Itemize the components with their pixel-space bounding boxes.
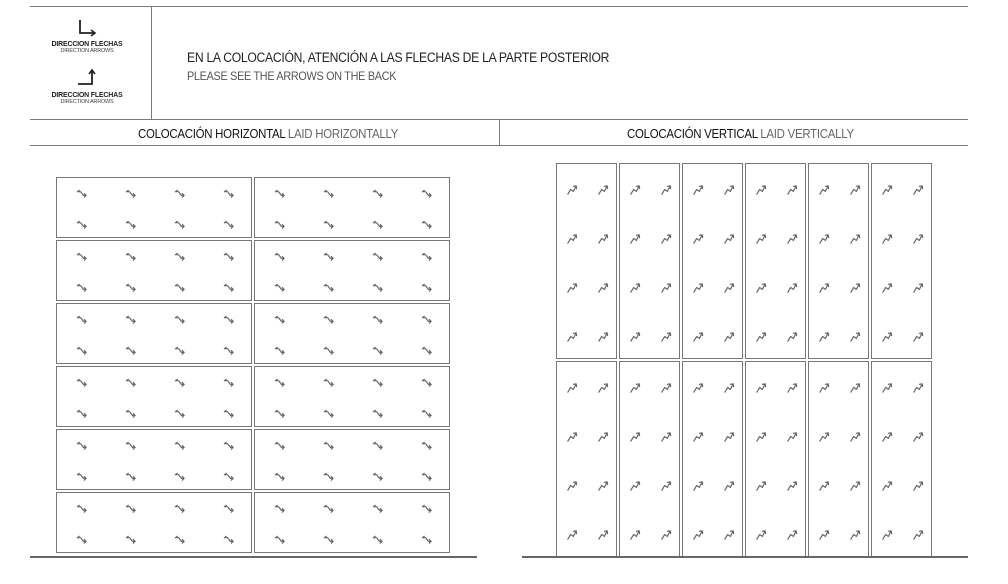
direction-arrow-icon <box>629 479 641 491</box>
direction-arrow-icon <box>723 281 735 293</box>
note-spanish: EN LA COLOCACIÓN, ATENCIÓN A LAS FLECHAS DE LA PARTE POSTERIOR <box>187 50 610 65</box>
direction-arrow-icon <box>223 502 235 514</box>
direction-arrow-icon <box>174 407 186 419</box>
direction-arrow-icon <box>421 470 433 482</box>
direction-arrow-icon <box>818 381 830 393</box>
direction-arrow-icon <box>174 439 186 451</box>
direction-arrow-icon <box>849 479 861 491</box>
direction-arrow-icon <box>323 250 335 262</box>
direction-arrow-icon <box>723 430 735 442</box>
direction-arrow-icon <box>274 533 286 545</box>
direction-arrow-icon <box>660 528 672 540</box>
direction-arrow-icon <box>125 470 137 482</box>
direction-arrow-icon <box>421 502 433 514</box>
direction-arrow-icon <box>421 218 433 230</box>
tile <box>619 361 680 557</box>
direction-arrow-icon <box>372 533 384 545</box>
legend-divider <box>151 6 152 119</box>
direction-arrow-icon <box>566 479 578 491</box>
legend-vertical <box>27 92 147 106</box>
direction-arrow-icon <box>660 479 672 491</box>
direction-arrow-icon <box>660 330 672 342</box>
direction-arrow-icon <box>692 330 704 342</box>
direction-arrow-icon <box>323 470 335 482</box>
direction-arrow-icon <box>174 281 186 293</box>
tile <box>745 361 806 557</box>
direction-arrow-icon <box>76 502 88 514</box>
tile <box>56 177 252 238</box>
tile <box>556 361 617 557</box>
direction-arrow-icon <box>125 502 137 514</box>
direction-arrow-icon <box>629 430 641 442</box>
direction-arrow-icon <box>660 381 672 393</box>
direction-arrow-icon <box>421 407 433 419</box>
direction-arrow-icon <box>76 187 88 199</box>
direction-arrow-icon <box>597 381 609 393</box>
tile <box>619 163 680 359</box>
direction-arrow-icon <box>223 533 235 545</box>
direction-arrow-icon <box>372 218 384 230</box>
direction-arrow-icon <box>849 183 861 195</box>
direction-arrow-icon <box>372 407 384 419</box>
section-title-horizontal <box>138 126 398 141</box>
direction-arrow-icon <box>323 376 335 388</box>
tile <box>254 366 450 427</box>
direction-arrow-icon <box>818 430 830 442</box>
direction-arrow-icon <box>849 232 861 244</box>
direction-arrow-icon <box>660 183 672 195</box>
direction-arrow-icon <box>76 250 88 262</box>
direction-arrow-icon <box>692 479 704 491</box>
direction-arrow-icon <box>274 281 286 293</box>
direction-arrow-icon <box>274 187 286 199</box>
direction-arrow-icon <box>421 376 433 388</box>
direction-arrow-icon <box>125 376 137 388</box>
direction-arrow-icon <box>786 528 798 540</box>
direction-arrow-icon <box>76 344 88 356</box>
tile <box>56 366 252 427</box>
direction-arrow-icon <box>323 313 335 325</box>
direction-arrow-icon <box>881 183 893 195</box>
note-english: PLEASE SEE THE ARROWS ON THE BACK <box>187 69 397 83</box>
direction-arrow-icon <box>881 479 893 491</box>
direction-arrow-icon <box>223 470 235 482</box>
corner-arrow-right-up-icon <box>76 67 98 87</box>
direction-arrow-icon <box>881 430 893 442</box>
direction-arrow-icon <box>786 281 798 293</box>
direction-arrow-icon <box>174 187 186 199</box>
direction-arrow-icon <box>76 439 88 451</box>
direction-arrow-icon <box>174 470 186 482</box>
direction-arrow-icon <box>629 281 641 293</box>
direction-arrow-icon <box>76 376 88 388</box>
direction-arrow-icon <box>692 381 704 393</box>
tile <box>56 303 252 364</box>
direction-arrow-icon <box>421 344 433 356</box>
direction-arrow-icon <box>223 376 235 388</box>
direction-arrow-icon <box>597 183 609 195</box>
direction-arrow-icon <box>566 183 578 195</box>
direction-arrow-icon <box>421 313 433 325</box>
tile <box>56 429 252 490</box>
direction-arrow-icon <box>566 430 578 442</box>
direction-arrow-icon <box>421 250 433 262</box>
direction-arrow-icon <box>174 344 186 356</box>
direction-arrow-icon <box>755 183 767 195</box>
direction-arrow-icon <box>755 430 767 442</box>
direction-arrow-icon <box>849 330 861 342</box>
direction-arrow-icon <box>223 281 235 293</box>
tile <box>56 492 252 553</box>
direction-arrow-icon <box>372 376 384 388</box>
ground-line-horizontal <box>30 556 477 558</box>
direction-arrow-icon <box>274 376 286 388</box>
direction-arrow-icon <box>566 232 578 244</box>
direction-arrow-icon <box>755 381 767 393</box>
section-title-horizontal-es: COLOCACIÓN HORIZONTAL <box>138 126 286 141</box>
direction-arrow-icon <box>274 470 286 482</box>
direction-arrow-icon <box>372 187 384 199</box>
section-title-horizontal-en: LAID HORIZONTALLY <box>287 126 399 141</box>
direction-arrow-icon <box>629 330 641 342</box>
direction-arrow-icon <box>372 281 384 293</box>
direction-arrow-icon <box>818 281 830 293</box>
direction-arrow-icon <box>76 281 88 293</box>
tile <box>254 303 450 364</box>
tile <box>871 361 932 557</box>
direction-arrow-icon <box>818 479 830 491</box>
direction-arrow-icon <box>912 479 924 491</box>
direction-arrow-icon <box>125 218 137 230</box>
direction-arrow-icon <box>421 439 433 451</box>
direction-arrow-icon <box>323 439 335 451</box>
direction-arrow-icon <box>597 330 609 342</box>
direction-arrow-icon <box>125 250 137 262</box>
direction-arrow-icon <box>76 218 88 230</box>
direction-arrow-icon <box>421 187 433 199</box>
direction-arrow-icon <box>597 232 609 244</box>
direction-arrow-icon <box>755 479 767 491</box>
direction-arrow-icon <box>421 281 433 293</box>
direction-arrow-icon <box>421 533 433 545</box>
tile <box>556 163 617 359</box>
direction-arrow-icon <box>786 330 798 342</box>
direction-arrow-icon <box>323 281 335 293</box>
direction-arrow-icon <box>786 430 798 442</box>
direction-arrow-icon <box>125 187 137 199</box>
direction-arrow-icon <box>881 330 893 342</box>
direction-arrow-icon <box>223 187 235 199</box>
direction-arrow-icon <box>723 381 735 393</box>
direction-arrow-icon <box>274 439 286 451</box>
direction-arrow-icon <box>818 330 830 342</box>
direction-arrow-icon <box>223 250 235 262</box>
direction-arrow-icon <box>912 183 924 195</box>
direction-arrow-icon <box>174 313 186 325</box>
direction-arrow-icon <box>692 232 704 244</box>
direction-arrow-icon <box>723 479 735 491</box>
direction-arrow-icon <box>723 232 735 244</box>
direction-arrow-icon <box>174 502 186 514</box>
direction-arrow-icon <box>912 528 924 540</box>
direction-arrow-icon <box>323 187 335 199</box>
direction-arrow-icon <box>660 232 672 244</box>
tile <box>56 240 252 301</box>
tile <box>808 361 869 557</box>
direction-arrow-icon <box>174 218 186 230</box>
direction-arrow-icon <box>125 439 137 451</box>
legend-horizontal-label: DIRECCION FLECHAS <box>51 41 123 48</box>
direction-arrow-icon <box>849 281 861 293</box>
direction-arrow-icon <box>566 528 578 540</box>
direction-arrow-icon <box>755 528 767 540</box>
direction-arrow-icon <box>223 344 235 356</box>
direction-arrow-icon <box>174 250 186 262</box>
tile <box>682 163 743 359</box>
direction-arrow-icon <box>76 407 88 419</box>
tile <box>808 163 869 359</box>
legend-horizontal <box>27 41 147 55</box>
corner-arrow-up-right-icon <box>76 18 98 38</box>
tile <box>871 163 932 359</box>
direction-arrow-icon <box>849 430 861 442</box>
direction-arrow-icon <box>372 439 384 451</box>
tile <box>682 361 743 557</box>
direction-arrow-icon <box>323 502 335 514</box>
direction-arrow-icon <box>629 381 641 393</box>
direction-arrow-icon <box>786 183 798 195</box>
direction-arrow-icon <box>818 528 830 540</box>
direction-arrow-icon <box>786 479 798 491</box>
direction-arrow-icon <box>323 344 335 356</box>
direction-arrow-icon <box>723 330 735 342</box>
direction-arrow-icon <box>692 430 704 442</box>
direction-arrow-icon <box>849 381 861 393</box>
direction-arrow-icon <box>323 407 335 419</box>
direction-arrow-icon <box>629 528 641 540</box>
direction-arrow-icon <box>818 232 830 244</box>
tile <box>254 492 450 553</box>
direction-arrow-icon <box>274 344 286 356</box>
tile <box>254 429 450 490</box>
section-title-vertical <box>627 126 854 141</box>
direction-arrow-icon <box>818 183 830 195</box>
section-divider <box>499 119 500 145</box>
direction-arrow-icon <box>912 381 924 393</box>
direction-arrow-icon <box>274 250 286 262</box>
direction-arrow-icon <box>786 381 798 393</box>
direction-arrow-icon <box>692 281 704 293</box>
direction-arrow-icon <box>660 430 672 442</box>
direction-arrow-icon <box>223 439 235 451</box>
legend-vertical-sublabel: DIRECTION ARROWS <box>60 99 114 105</box>
direction-arrow-icon <box>881 528 893 540</box>
direction-arrow-icon <box>76 533 88 545</box>
direction-arrow-icon <box>372 313 384 325</box>
direction-arrow-icon <box>323 218 335 230</box>
direction-arrow-icon <box>755 232 767 244</box>
direction-arrow-icon <box>274 502 286 514</box>
direction-arrow-icon <box>125 533 137 545</box>
top-rule <box>30 6 968 7</box>
section-title-vertical-es: COLOCACIÓN VERTICAL <box>627 126 758 141</box>
direction-arrow-icon <box>723 528 735 540</box>
direction-arrow-icon <box>274 313 286 325</box>
direction-arrow-icon <box>274 407 286 419</box>
direction-arrow-icon <box>76 470 88 482</box>
direction-arrow-icon <box>274 218 286 230</box>
direction-arrow-icon <box>223 218 235 230</box>
direction-arrow-icon <box>912 330 924 342</box>
tile <box>745 163 806 359</box>
direction-arrow-icon <box>912 430 924 442</box>
direction-arrow-icon <box>566 381 578 393</box>
direction-arrow-icon <box>323 533 335 545</box>
direction-arrow-icon <box>372 502 384 514</box>
direction-arrow-icon <box>912 281 924 293</box>
tile <box>254 177 450 238</box>
direction-arrow-icon <box>755 281 767 293</box>
direction-arrow-icon <box>629 183 641 195</box>
direction-arrow-icon <box>372 344 384 356</box>
direction-arrow-icon <box>372 250 384 262</box>
direction-arrow-icon <box>125 313 137 325</box>
direction-arrow-icon <box>566 330 578 342</box>
tile <box>254 240 450 301</box>
direction-arrow-icon <box>881 232 893 244</box>
direction-arrow-icon <box>597 430 609 442</box>
direction-arrow-icon <box>597 479 609 491</box>
direction-arrow-icon <box>174 376 186 388</box>
direction-arrow-icon <box>660 281 672 293</box>
direction-arrow-icon <box>912 232 924 244</box>
direction-arrow-icon <box>223 407 235 419</box>
direction-arrow-icon <box>597 281 609 293</box>
direction-arrow-icon <box>125 407 137 419</box>
section-title-vertical-en: LAID VERTICALLY <box>760 126 854 141</box>
direction-arrow-icon <box>566 281 578 293</box>
direction-arrow-icon <box>125 344 137 356</box>
direction-arrow-icon <box>372 470 384 482</box>
direction-arrow-icon <box>629 232 641 244</box>
direction-arrow-icon <box>723 183 735 195</box>
direction-arrow-icon <box>223 313 235 325</box>
direction-arrow-icon <box>125 281 137 293</box>
direction-arrow-icon <box>76 313 88 325</box>
direction-arrow-icon <box>881 381 893 393</box>
direction-arrow-icon <box>692 183 704 195</box>
section-title-rule <box>30 145 968 146</box>
direction-arrow-icon <box>597 528 609 540</box>
direction-arrow-icon <box>692 528 704 540</box>
direction-arrow-icon <box>881 281 893 293</box>
direction-arrow-icon <box>786 232 798 244</box>
direction-arrow-icon <box>174 533 186 545</box>
direction-arrow-icon <box>849 528 861 540</box>
ground-line-vertical <box>522 556 968 558</box>
legend-vertical-label: DIRECCION FLECHAS <box>51 92 123 99</box>
legend-horizontal-sublabel: DIRECTION ARROWS <box>60 48 114 54</box>
direction-arrow-icon <box>755 330 767 342</box>
